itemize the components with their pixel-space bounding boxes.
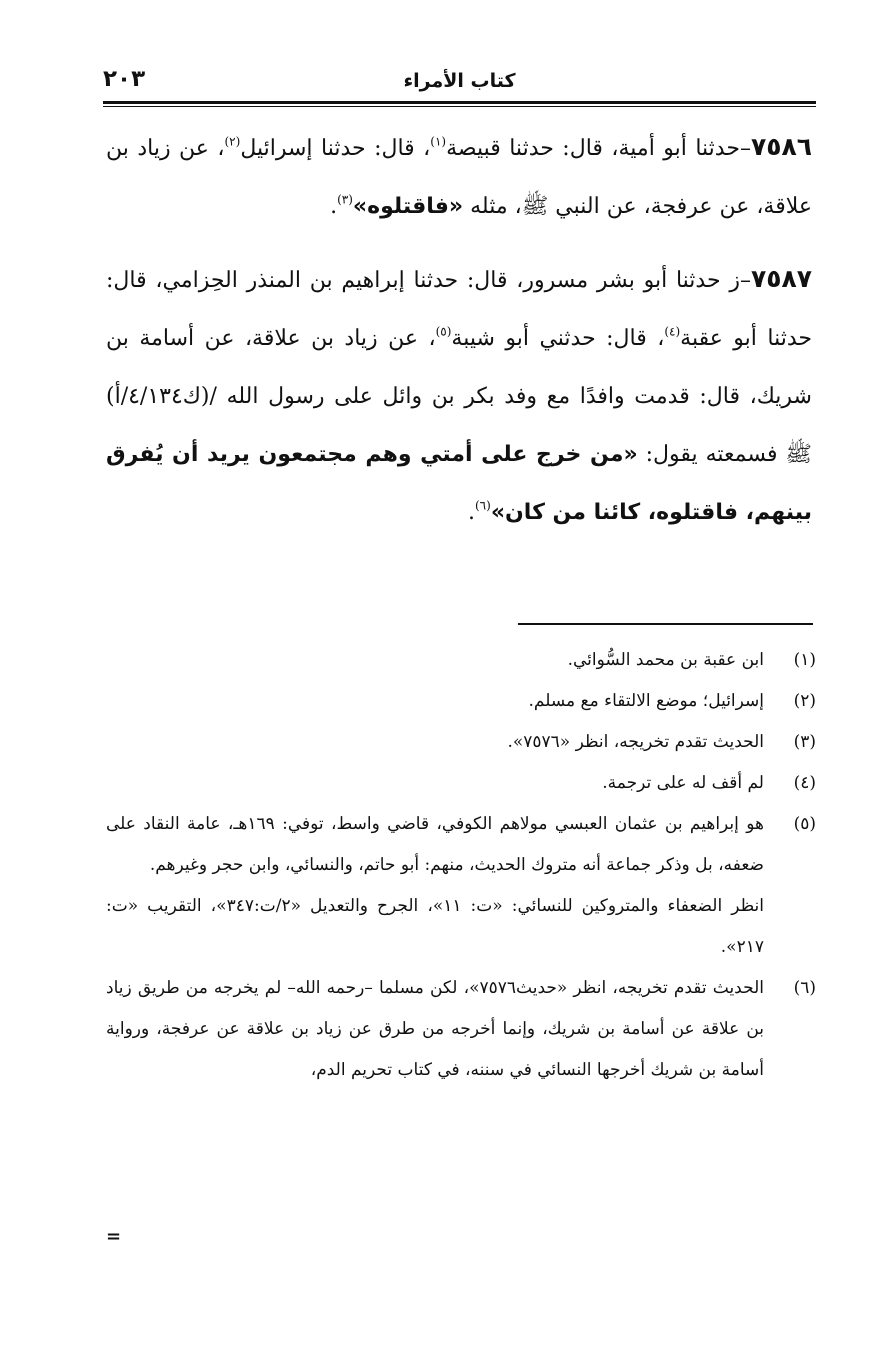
hadith-text: –حدثنا أبو أمية، قال: حدثنا قبيصة: [446, 136, 751, 161]
hadith-number: ٧٥٨٧: [750, 264, 812, 293]
page-header: [103, 62, 816, 100]
chapter-title: كتاب الأمراء: [403, 70, 516, 92]
footnote: [106, 722, 816, 763]
header-rule-thin: [103, 106, 816, 107]
footnote-text: هو إبراهيم بن عثمان العبسي مولاهم الكوفي، قاضي واسط، توفي: ١٦٩هـ، عامة النقاد على ضعفه، بل وذكر جماعة أنه متروك الحديث، منهم: أبو حاتم، والنسائي، وابن حجر وغيرهم.: [106, 814, 764, 875]
footnote-ref: (١): [430, 134, 447, 149]
hadith-matn: «من خرج على أمتي وهم مجتمعون يريد أن يُفرق بينهم، فاقتلوه، كائنا من كان»: [106, 442, 812, 525]
hadith-text: –ز حدثنا أبو بشر مسرور، قال: حدثنا إبراهيم بن المنذر الحِزامي، قال: حدثنا أبو عقبة: [106, 268, 812, 351]
footnote-number: (٥): [793, 814, 816, 834]
footnotes: [106, 640, 816, 1091]
footnote-text: ابن عقبة بن محمد السُّوائي.: [567, 650, 764, 670]
footnote: [106, 804, 816, 968]
footnote-text: الحديث تقدم تخريجه، انظر «حديث٧٥٧٦»، لكن مسلما –رحمه الله– لم يخرجه من طريق زياد بن علاقة عن أسامة بن شريك، وإنما أخرجه من طرق عن زياد بن علاقة عن عرفجة، ورواية أسامة بن شريك أخرجها النسائي في سننه، في كتاب تحريم الدم،: [106, 978, 764, 1080]
footnote-ref: (٤): [664, 324, 681, 339]
page-number: ٢٠٣: [103, 66, 146, 92]
hadith-text: ، قال: حدثنا إسرائيل: [240, 136, 431, 161]
footnote: [106, 968, 816, 1091]
footnote-number: (٢): [793, 691, 816, 711]
footnote-number: (٤): [793, 773, 816, 793]
hadith-text: .: [467, 500, 475, 525]
continuation-mark: =: [106, 1226, 122, 1247]
footnote-ref: (٢): [224, 134, 241, 149]
footnote: [106, 763, 816, 804]
footnote-ref: (٣): [337, 192, 353, 207]
hadith-7586: [106, 118, 812, 236]
footnote-number: (٣): [793, 732, 816, 752]
hadith-number: ٧٥٨٦: [750, 132, 812, 161]
main-text: [106, 118, 812, 556]
hadith-text: .: [330, 194, 338, 219]
footnote-number: (١): [793, 650, 816, 670]
footnote-continuation: انظر الضعفاء والمتروكين للنسائي: «ت: ١١»، الجرح والتعديل «٢/ت:٣٤٧»، التقريب «ت: ٢١٧».: [106, 896, 764, 957]
footnote-text: الحديث تقدم تخريجه، انظر «٧٥٧٦».: [507, 732, 764, 752]
hadith-7587: [106, 250, 812, 542]
footnote-text: لم أقف له على ترجمة.: [602, 773, 764, 793]
footnote-separator: [518, 623, 813, 625]
footnote: [106, 640, 816, 681]
footnote-ref: (٥): [435, 324, 452, 339]
hadith-text: ، عن زياد بن علاقة، عن أسامة بن شريك، قال: قدمت وافدًا مع وفد بكر بن وائل على رسول الله /(ك٤/١٣٤/أ) ﷺ فسمعته يقول:: [106, 326, 812, 467]
hadith-text: ، عن زياد بن علاقة، عن عرفجة، عن النبي ﷺ، مثله: [106, 136, 812, 219]
hadith-matn: «فاقتلوه»: [352, 194, 464, 219]
footnote-text: إسرائيل؛ موضع الالتقاء مع مسلم.: [528, 691, 764, 711]
hadith-text: ، قال: حدثني أبو شيبة: [451, 326, 665, 351]
footnote-number: (٦): [793, 978, 816, 998]
footnote-ref: (٦): [474, 498, 491, 513]
header-rule-thick: [103, 101, 816, 104]
footnote: [106, 681, 816, 722]
